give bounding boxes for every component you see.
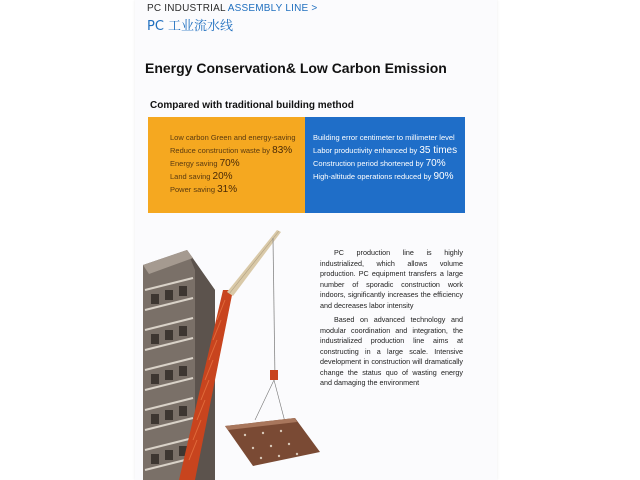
paragraph-technology: Based on advanced technology and modular coordination and integration, the industrialized production line aims at constructing in a large scale. Intensive development in construction will dramatically change the status quo of wasting energy and damaging the environment — [320, 315, 463, 387]
comparison-subtitle: Compared with traditional building method — [150, 100, 354, 111]
building-crane-illustration — [135, 230, 320, 480]
header-chinese-title: PC 工业流水线 — [147, 19, 234, 34]
left-item: Energy saving 70% — [170, 158, 240, 169]
header-category — [147, 3, 317, 14]
paragraph-production: PC production line is highly industrialized, which allows volume production. PC equipment transfers a large number of sporadic construction work indoors, significantly increases the efficiency and decreases labor intensity — [320, 248, 463, 310]
left-item: Low carbon Green and energy-saving — [170, 133, 296, 142]
right-benefits-panel — [305, 117, 465, 213]
right-item: Construction period shortened by 70% — [313, 158, 446, 169]
header-accent: ASSEMBLY LINE > — [227, 3, 318, 14]
right-item: High-altitude operations reduced by 90% — [313, 171, 454, 182]
left-item: Reduce construction waste by 83% — [170, 145, 293, 156]
header-prefix: PC INDUSTRIAL — [147, 3, 228, 14]
left-item: Land saving 20% — [170, 171, 233, 182]
brochure-page — [135, 0, 497, 480]
left-item: Power saving 31% — [170, 184, 238, 195]
right-item: Building error centimeter to millimeter level — [313, 133, 455, 142]
right-item: Labor productivity enhanced by 35 times — [313, 145, 458, 156]
left-benefits-panel — [148, 117, 305, 213]
building-tower — [143, 250, 215, 480]
section-title: Energy Conservation& Low Carbon Emission — [145, 60, 447, 76]
